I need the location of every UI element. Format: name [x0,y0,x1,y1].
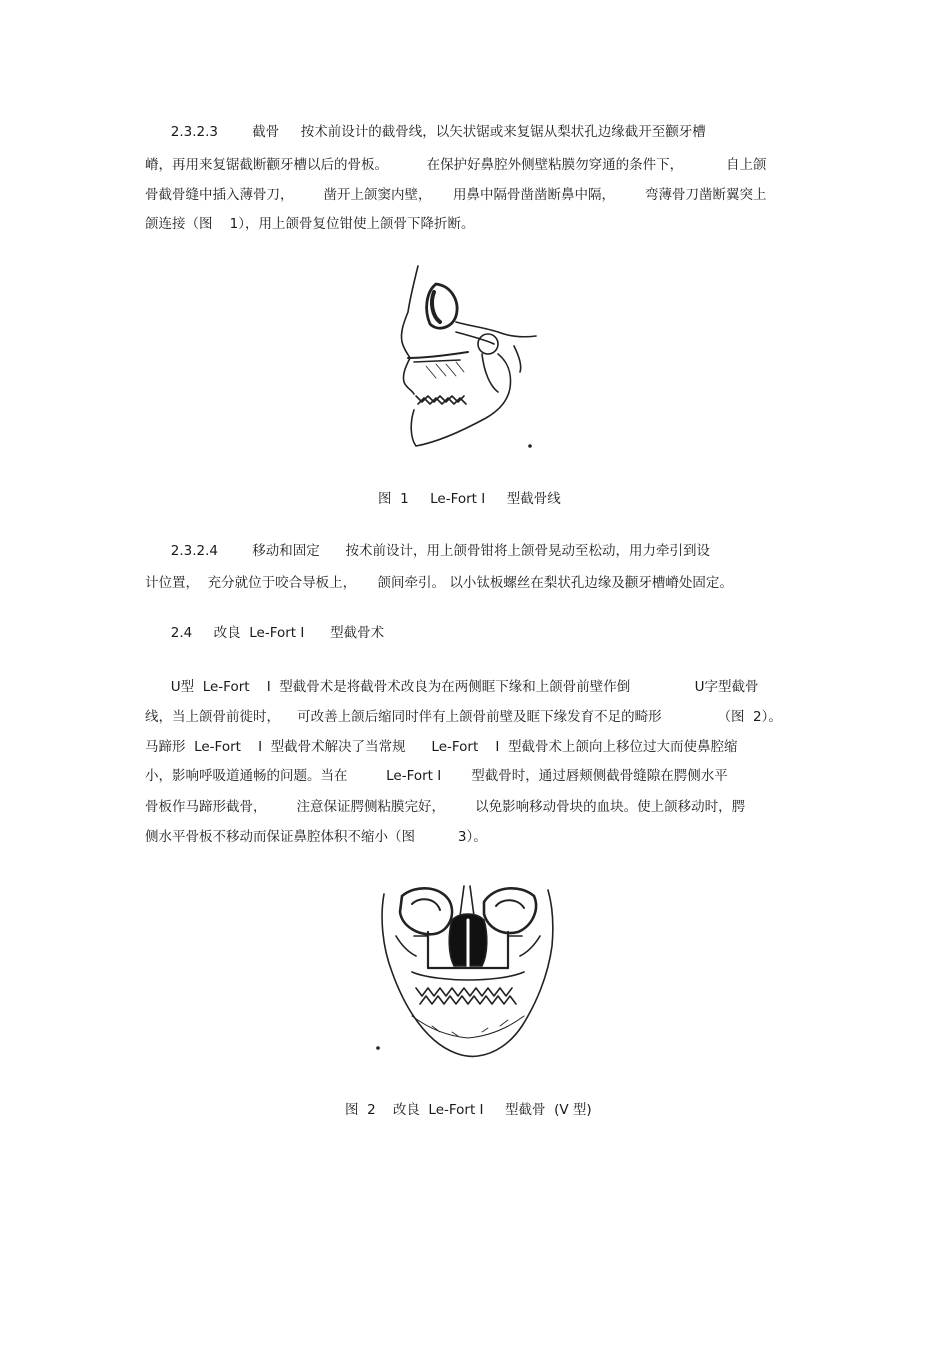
figure-1-caption: 图 1 Le-Fort I 型截骨线 [378,491,561,507]
paragraph-line: 骨板作马蹄形截骨， 注意保证腭侧粘膜完好， 以免影响移动骨块的血块。使上颌移动时，腭 [145,799,746,815]
figure-2-skull-frontal [372,876,564,1064]
paragraph-line: 颌连接（图 1），用上颌骨复位钳使上颌骨下降折断。 [145,216,475,232]
paragraph-line: 2.3.2.3 截骨 按术前设计的截骨线，以矢状锯或来复锯从梨状孔边缘截开至颧牙槽 [145,124,706,140]
paragraph-line: 小，影响呼吸道通畅的问题。当在 Le-Fort I 型截骨时，通过唇颊侧截骨缝隙在腭侧水平 [145,768,728,784]
section-heading: 2.4 改良 Le-Fort I 型截骨术 [145,625,385,641]
paragraph-line: U型 Le-Fort I 型截骨术是将截骨术改良为在两侧眶下缘和上颌骨前壁作倒 U字型截骨 [145,679,759,695]
figure-2-caption: 图 2 改良 Le-Fort I 型截骨 (V 型) [345,1102,592,1118]
figure-1-skull-lateral [390,262,560,452]
paragraph-line: 骨截骨缝中插入薄骨刀， 凿开上颌窦内壁， 用鼻中隔骨凿凿断鼻中隔， 弯薄骨刀凿断翼突上 [145,187,767,203]
paragraph-line: 嵴，再用来复锯截断颧牙槽以后的骨板。 在保护好鼻腔外侧壁粘膜勿穿通的条件下， 自上颌 [145,157,767,173]
paragraph-line: 马蹄形 Le-Fort I 型截骨术解决了当常规 Le-Fort I 型截骨术上颌向上移位过大而使鼻腔缩 [145,739,738,755]
paragraph-line: 线，当上颌骨前徙时， 可改善上颌后缩同时伴有上颌骨前壁及眶下缘发育不足的畸形 （图 2）。 [145,709,782,725]
paragraph-line: 2.3.2.4 移动和固定 按术前设计，用上颌骨钳将上颌骨晃动至松动，用力牵引到设 [145,543,711,559]
paragraph-line: 侧水平骨板不移动而保证鼻腔体积不缩小（图 3）。 [145,829,487,845]
paragraph-line: 计位置， 充分就位于咬合导板上， 颌间牵引。 以小钛板螺丝在梨状孔边缘及颧牙槽嵴处固定。 [145,575,733,591]
